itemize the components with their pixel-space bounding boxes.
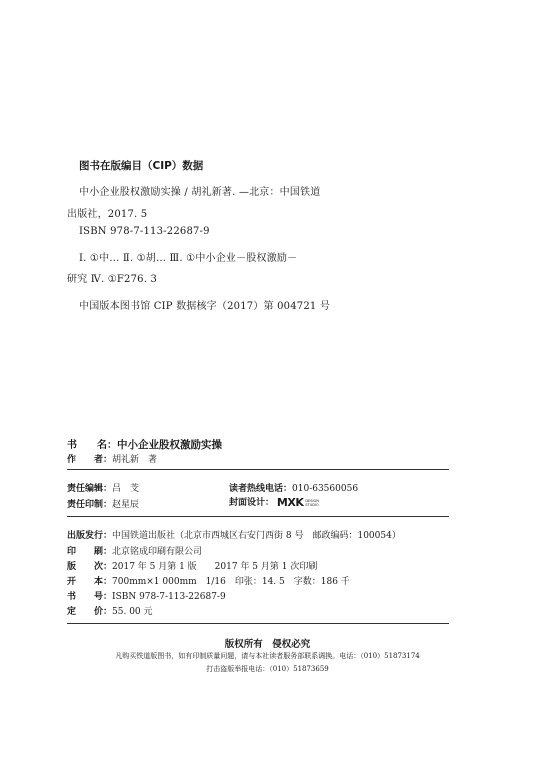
cip-classification-1: Ⅰ. ①中… Ⅱ. ①胡… Ⅲ. ①中小企业－股权激励－ (79, 253, 298, 264)
cip-title: 图书在版编目（CIP）数据 (79, 160, 204, 172)
editor-row (67, 481, 139, 494)
publisher-value: 中国铁道出版社（北京市西城区右安门西街 8 号 邮政编码：100054） (112, 531, 401, 541)
format-value: 700mm×1 000mm 1/16 印张：14. 5 字数：186 千 (112, 577, 350, 587)
cip-isbn: ISBN 978-7-113-22687-9 (79, 226, 210, 237)
printer-label: 印 刷： (67, 547, 113, 557)
printer-value: 北京铭成印刷有限公司 (112, 547, 203, 557)
publisher-label: 出版发行： (67, 531, 113, 541)
cover-design-label: 封面设计： (229, 498, 275, 508)
cip-line-2: 出版社，2017. 5 (67, 209, 148, 220)
divider-1 (67, 469, 449, 470)
print-manager-label: 责任印制： (67, 500, 113, 510)
cip-classification-2: 研究 Ⅳ. ①F276. 3 (67, 274, 158, 285)
book-title-value: 中小企业股权激励实操 (117, 439, 222, 451)
print-manager-value: 赵星辰 (112, 500, 140, 510)
editor-value: 吕 芠 (112, 484, 140, 494)
book-author-value: 胡礼新 著 (112, 455, 158, 465)
price-row (67, 604, 153, 617)
book-author-row (67, 452, 157, 465)
copyright-note-1: 凡购买铁道版图书，如有印制质量问题，请与本社读者服务部联系调换。电话：（010）51873174 (115, 652, 420, 660)
divider-2 (67, 516, 449, 517)
cip-record-number: 中国版本图书馆 CIP 数据核字（2017）第 004721 号 (79, 301, 331, 312)
book-title-label: 书 名： (67, 440, 117, 451)
mxk-design-logo (277, 496, 319, 509)
price-value: 55. 00 元 (112, 607, 153, 617)
cip-line-1: 中小企业股权激励实操 / 胡礼新著. —北京：中国铁道 (79, 187, 321, 198)
logo-mxk-text: MXK (276, 496, 304, 509)
editor-label: 责任编辑： (67, 484, 113, 494)
logo-sub-text: DESIGN STUDIO (305, 498, 319, 507)
hotline-row (229, 481, 358, 494)
divider-3 (67, 623, 449, 624)
copyright-note-2: 打击盗版举报电话：（010）51873659 (206, 665, 329, 673)
book-title-row (67, 436, 222, 452)
format-row (67, 574, 350, 587)
format-label: 开 本： (67, 577, 113, 587)
hotline-label: 读者热线电话： (229, 484, 293, 494)
book-author-label: 作 者： (67, 455, 113, 465)
hotline-value: 010-63560056 (292, 484, 359, 494)
isbn-value: ISBN 978-7-113-22687-9 (112, 592, 226, 602)
printer-row (67, 544, 202, 557)
isbn-row (67, 589, 226, 602)
cover-design-row (229, 495, 319, 509)
edition-label: 版 次： (67, 562, 113, 572)
publisher-row (67, 528, 401, 541)
edition-value: 2017 年 5 月第 1 版 2017 年 5 月第 1 次印刷 (112, 562, 318, 572)
price-label: 定 价： (67, 607, 113, 617)
copyright-title: 版权所有 侵权必究 (224, 639, 311, 650)
isbn-label: 书 号： (67, 592, 113, 602)
print-manager-row (67, 497, 139, 510)
edition-row (67, 559, 317, 572)
